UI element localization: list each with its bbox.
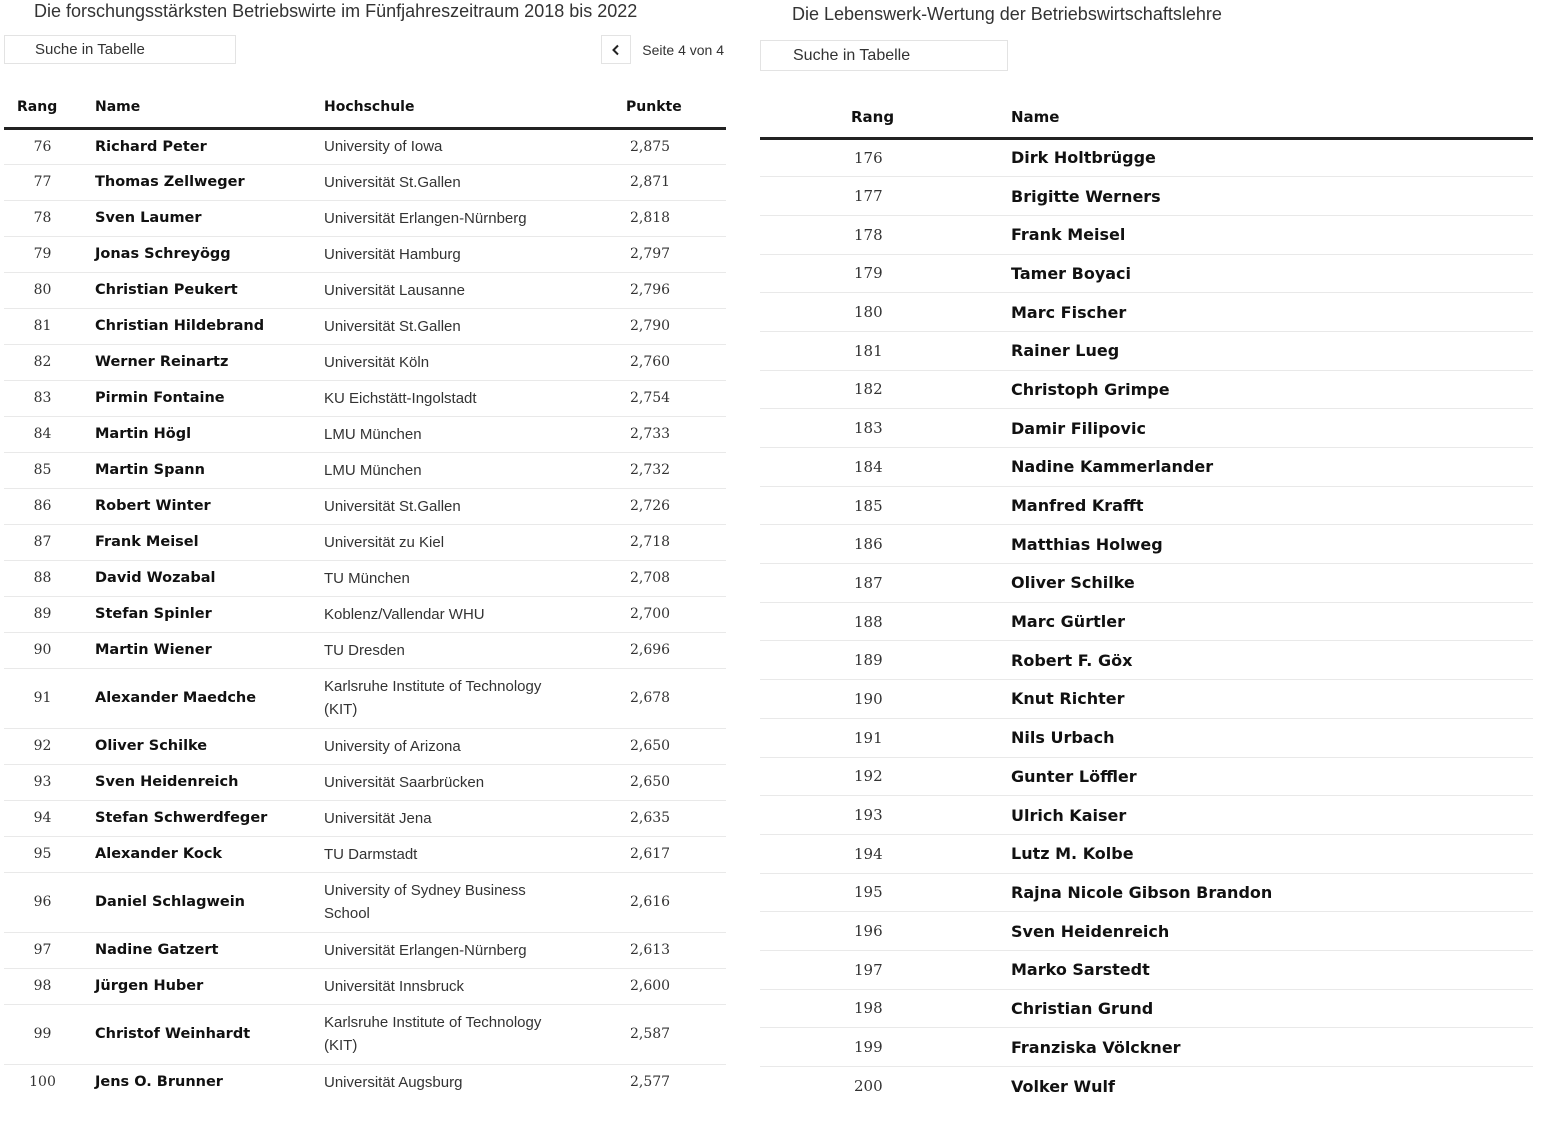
table-row <box>760 912 1533 951</box>
table-row <box>760 1028 1533 1067</box>
table-row <box>760 448 1533 487</box>
university-cell: Universität Hamburg <box>324 245 461 263</box>
points-cell: 2,696 <box>630 642 671 658</box>
table-title: Die Lebenswerk-Wertung der Betriebswirtschaftslehre <box>792 4 1222 24</box>
points-cell: 2,650 <box>630 738 671 754</box>
rank-cell: 78 <box>33 210 52 226</box>
points-cell: 2,796 <box>630 282 671 298</box>
table-row <box>760 718 1533 757</box>
name-cell: Marko Sarstedt <box>1011 960 1150 980</box>
rank-cell: 192 <box>854 767 883 786</box>
university-cell: University of Sydney Business School <box>324 882 526 922</box>
university-cell: Universität Köln <box>324 353 430 371</box>
rank-cell: 91 <box>33 690 52 706</box>
rank-cell: 176 <box>854 148 883 167</box>
rank-cell: 185 <box>854 496 883 515</box>
name-cell: Christian Hildebrand <box>95 318 265 334</box>
name-cell: Marc Fischer <box>1011 302 1127 322</box>
column-header-rank[interactable]: Rang <box>17 99 58 116</box>
table-body <box>760 138 1533 1105</box>
points-cell: 2,818 <box>630 210 671 226</box>
table-row <box>4 596 726 632</box>
table-row <box>760 370 1533 409</box>
name-cell: Sven Heidenreich <box>1011 921 1170 941</box>
table-row <box>760 486 1533 525</box>
rank-cell: 184 <box>854 457 883 476</box>
name-cell: Nadine Kammerlander <box>1011 457 1214 477</box>
rank-cell: 87 <box>33 534 52 550</box>
table-row <box>4 488 726 524</box>
table-row <box>760 409 1533 448</box>
table-row <box>4 200 726 236</box>
table-row <box>760 950 1533 989</box>
name-cell: Rainer Lueg <box>1011 341 1120 361</box>
table-row <box>760 331 1533 370</box>
points-cell: 2,871 <box>630 174 671 190</box>
column-header-points[interactable]: Punkte <box>626 99 682 116</box>
table-header-row <box>760 98 1533 138</box>
name-cell: Oliver Schilke <box>1011 573 1135 593</box>
university-cell: Universität Saarbrücken <box>324 773 485 791</box>
university-cell: KU Eichstätt-Ingolstadt <box>324 389 477 407</box>
table-row <box>760 138 1533 177</box>
table-row <box>4 164 726 200</box>
name-cell: Sven Heidenreich <box>95 774 239 790</box>
points-cell: 2,613 <box>630 942 671 958</box>
name-cell: Alexander Kock <box>95 846 223 862</box>
rank-cell: 81 <box>33 318 52 334</box>
name-cell: Nils Urbach <box>1011 728 1115 748</box>
rank-cell: 188 <box>854 612 883 631</box>
table-row <box>4 452 726 488</box>
rank-cell: 93 <box>33 774 52 790</box>
name-cell: Oliver Schilke <box>95 738 208 754</box>
university-cell: University of Arizona <box>324 737 461 755</box>
rank-cell: 100 <box>29 1074 56 1091</box>
name-cell: Christoph Grimpe <box>1011 379 1170 399</box>
name-cell: Pirmin Fontaine <box>95 390 225 406</box>
search-input[interactable] <box>4 35 236 64</box>
table-row <box>760 564 1533 603</box>
name-cell: Christian Grund <box>1011 998 1154 1018</box>
rank-cell: 182 <box>854 380 883 399</box>
rank-cell: 97 <box>33 942 52 958</box>
university-cell: Universität St.Gallen <box>324 173 461 191</box>
university-cell: Universität Erlangen-Nürnberg <box>324 941 527 959</box>
rank-cell: 193 <box>854 806 883 825</box>
table-row <box>760 989 1533 1028</box>
rank-cell: 196 <box>854 922 883 941</box>
rank-cell: 190 <box>854 689 883 708</box>
rank-cell: 183 <box>854 419 883 438</box>
table-row <box>760 796 1533 835</box>
chevron-left-icon <box>611 44 621 56</box>
search-input[interactable] <box>760 40 1008 71</box>
rank-cell: 80 <box>33 282 52 298</box>
points-cell: 2,790 <box>630 318 671 334</box>
university-cell: Universität Lausanne <box>324 281 465 299</box>
points-cell: 2,577 <box>630 1074 671 1091</box>
rank-cell: 88 <box>33 570 52 586</box>
name-cell: Stefan Schwerdfeger <box>95 810 268 826</box>
name-cell: Martin Spann <box>95 462 205 478</box>
column-header-rank[interactable]: Rang <box>851 108 895 127</box>
table-row <box>4 560 726 596</box>
rank-cell: 180 <box>854 303 883 322</box>
table-row <box>760 177 1533 216</box>
points-cell: 2,797 <box>630 246 671 262</box>
name-cell: Christof Weinhardt <box>95 1026 251 1042</box>
name-cell: Tamer Boyaci <box>1011 263 1132 283</box>
name-cell: Lutz M. Kolbe <box>1011 844 1134 864</box>
name-cell: Damir Filipovic <box>1011 418 1146 438</box>
rank-cell: 84 <box>33 426 52 442</box>
table-row <box>4 632 726 668</box>
rank-cell: 179 <box>854 264 883 283</box>
points-cell: 2,875 <box>630 138 671 155</box>
table-row <box>760 680 1533 719</box>
name-cell: Martin Högl <box>95 426 192 442</box>
table-row <box>4 932 726 968</box>
name-cell: Daniel Schlagwein <box>95 894 245 910</box>
name-cell: Gunter Löffler <box>1011 766 1137 786</box>
points-cell: 2,700 <box>630 606 671 622</box>
points-cell: 2,718 <box>630 534 671 550</box>
table-row <box>760 873 1533 912</box>
rank-cell: 79 <box>33 246 52 262</box>
name-cell: Frank Meisel <box>95 534 199 550</box>
table-row <box>760 834 1533 873</box>
table-row <box>4 344 726 380</box>
rank-cell: 77 <box>33 174 52 190</box>
rank-cell: 89 <box>33 606 52 622</box>
points-cell: 2,617 <box>630 846 671 862</box>
university-cell: University of Iowa <box>324 138 443 155</box>
rank-cell: 195 <box>854 883 883 902</box>
table-row <box>4 272 726 308</box>
points-cell: 2,760 <box>630 354 671 370</box>
rank-cell: 96 <box>33 894 52 910</box>
table-row <box>4 1004 726 1064</box>
name-cell: Manfred Krafft <box>1011 496 1144 516</box>
name-cell: Nadine Gatzert <box>95 942 219 958</box>
table-row <box>760 254 1533 293</box>
name-cell: Marc Gürtler <box>1011 612 1125 632</box>
table-row <box>760 215 1533 254</box>
name-cell: David Wozabal <box>95 570 216 586</box>
table-row <box>4 308 726 344</box>
table-row <box>4 524 726 560</box>
university-cell: Universität Jena <box>324 809 432 827</box>
name-cell: Martin Wiener <box>95 642 212 658</box>
rank-cell: 187 <box>854 573 883 592</box>
university-cell: Karlsruhe Institute of Technology (KIT) <box>324 678 542 718</box>
name-cell: Brigitte Werners <box>1011 186 1161 206</box>
table-row <box>4 800 726 836</box>
university-cell: Karlsruhe Institute of Technology (KIT) <box>324 1014 542 1054</box>
rank-cell: 94 <box>33 810 52 826</box>
name-cell: Volker Wulf <box>1011 1076 1115 1096</box>
pagination <box>601 35 724 64</box>
points-cell: 2,635 <box>630 810 671 826</box>
university-cell: Universität Augsburg <box>324 1073 463 1091</box>
table-row <box>4 1064 726 1100</box>
rank-cell: 198 <box>854 999 883 1018</box>
points-cell: 2,678 <box>630 690 671 706</box>
ranking-table <box>4 88 726 1100</box>
table-row <box>4 128 726 164</box>
rank-cell: 186 <box>854 535 883 554</box>
university-cell: Universität St.Gallen <box>324 497 461 515</box>
table-row <box>4 668 726 728</box>
table-row <box>760 525 1533 564</box>
name-cell: Jürgen Huber <box>95 978 204 994</box>
table-title: Die forschungsstärksten Betriebswirte im Fünfjahreszeitraum 2018 bis 2022 <box>34 1 638 21</box>
name-cell: Ulrich Kaiser <box>1011 805 1127 825</box>
name-cell: Jens O. Brunner <box>95 1074 223 1091</box>
name-cell: Knut Richter <box>1011 689 1125 709</box>
rank-cell: 197 <box>854 960 883 979</box>
column-header-name[interactable]: Name <box>1011 108 1060 127</box>
rank-cell: 99 <box>33 1026 52 1042</box>
table-row <box>4 836 726 872</box>
table-row <box>4 416 726 452</box>
table-row <box>4 728 726 764</box>
table-body <box>4 128 726 1100</box>
table-row <box>4 968 726 1004</box>
university-cell: Koblenz/Vallendar WHU <box>324 605 485 623</box>
name-cell: Jonas Schreyögg <box>95 246 231 262</box>
rank-cell: 92 <box>33 738 52 754</box>
name-cell: Sven Laumer <box>95 210 202 226</box>
rank-cell: 82 <box>33 354 52 370</box>
rank-cell: 98 <box>33 978 52 994</box>
table-row <box>760 602 1533 641</box>
rank-cell: 90 <box>33 642 52 658</box>
points-cell: 2,616 <box>630 894 671 910</box>
university-cell: TU München <box>324 569 410 587</box>
points-cell: 2,600 <box>630 978 671 994</box>
name-cell: Thomas Zellweger <box>95 174 245 190</box>
rank-cell: 181 <box>854 341 883 360</box>
name-cell: Robert Winter <box>95 498 211 514</box>
name-cell: Franziska Völckner <box>1011 1037 1181 1057</box>
column-header-university[interactable]: Hochschule <box>324 99 415 116</box>
points-cell: 2,754 <box>630 390 671 406</box>
points-cell: 2,726 <box>630 498 671 514</box>
rank-cell: 199 <box>854 1038 883 1057</box>
rank-cell: 189 <box>854 651 883 670</box>
column-header-name[interactable]: Name <box>95 99 141 116</box>
name-cell: Dirk Holtbrügge <box>1011 148 1156 168</box>
university-cell: Universität Erlangen-Nürnberg <box>324 209 527 227</box>
points-cell: 2,732 <box>630 462 671 478</box>
name-cell: Alexander Maedche <box>95 690 257 706</box>
table-row <box>760 641 1533 680</box>
rank-cell: 83 <box>33 390 52 406</box>
university-cell: LMU München <box>324 425 422 443</box>
table-row <box>4 872 726 932</box>
university-cell: TU Darmstadt <box>324 845 418 863</box>
university-cell: Universität Innsbruck <box>324 977 465 995</box>
name-cell: Matthias Holweg <box>1011 534 1163 554</box>
rank-cell: 85 <box>33 462 52 478</box>
page-indicator: Seite 4 von 4 <box>642 41 724 58</box>
rank-cell: 76 <box>33 138 52 155</box>
university-cell: TU Dresden <box>324 641 405 659</box>
rank-cell: 177 <box>854 187 883 206</box>
name-cell: Richard Peter <box>95 138 207 155</box>
name-cell: Stefan Spinler <box>95 606 212 622</box>
university-cell: LMU München <box>324 461 422 479</box>
table-row <box>760 757 1533 796</box>
rank-cell: 194 <box>854 844 883 863</box>
name-cell: Christian Peukert <box>95 282 238 298</box>
previous-page-button[interactable] <box>601 35 631 64</box>
points-cell: 2,650 <box>630 774 671 790</box>
university-cell: Universität St.Gallen <box>324 317 461 335</box>
rank-cell: 200 <box>854 1077 883 1096</box>
points-cell: 2,733 <box>630 426 671 442</box>
points-cell: 2,708 <box>630 570 671 586</box>
rank-cell: 178 <box>854 225 883 244</box>
rank-cell: 95 <box>33 846 52 862</box>
table-row <box>4 236 726 272</box>
name-cell: Rajna Nicole Gibson Brandon <box>1011 882 1273 902</box>
rank-cell: 86 <box>33 498 52 514</box>
table-row <box>760 293 1533 332</box>
table-header-row <box>4 88 726 128</box>
university-cell: Universität zu Kiel <box>324 533 445 551</box>
table-row <box>4 764 726 800</box>
table-row <box>4 380 726 416</box>
rank-cell: 191 <box>854 728 883 747</box>
points-cell: 2,587 <box>630 1026 671 1042</box>
name-cell: Robert F. Göx <box>1011 650 1133 670</box>
ranking-table <box>760 98 1533 1105</box>
table-row <box>760 1067 1533 1106</box>
name-cell: Werner Reinartz <box>95 354 229 370</box>
name-cell: Frank Meisel <box>1011 225 1126 245</box>
